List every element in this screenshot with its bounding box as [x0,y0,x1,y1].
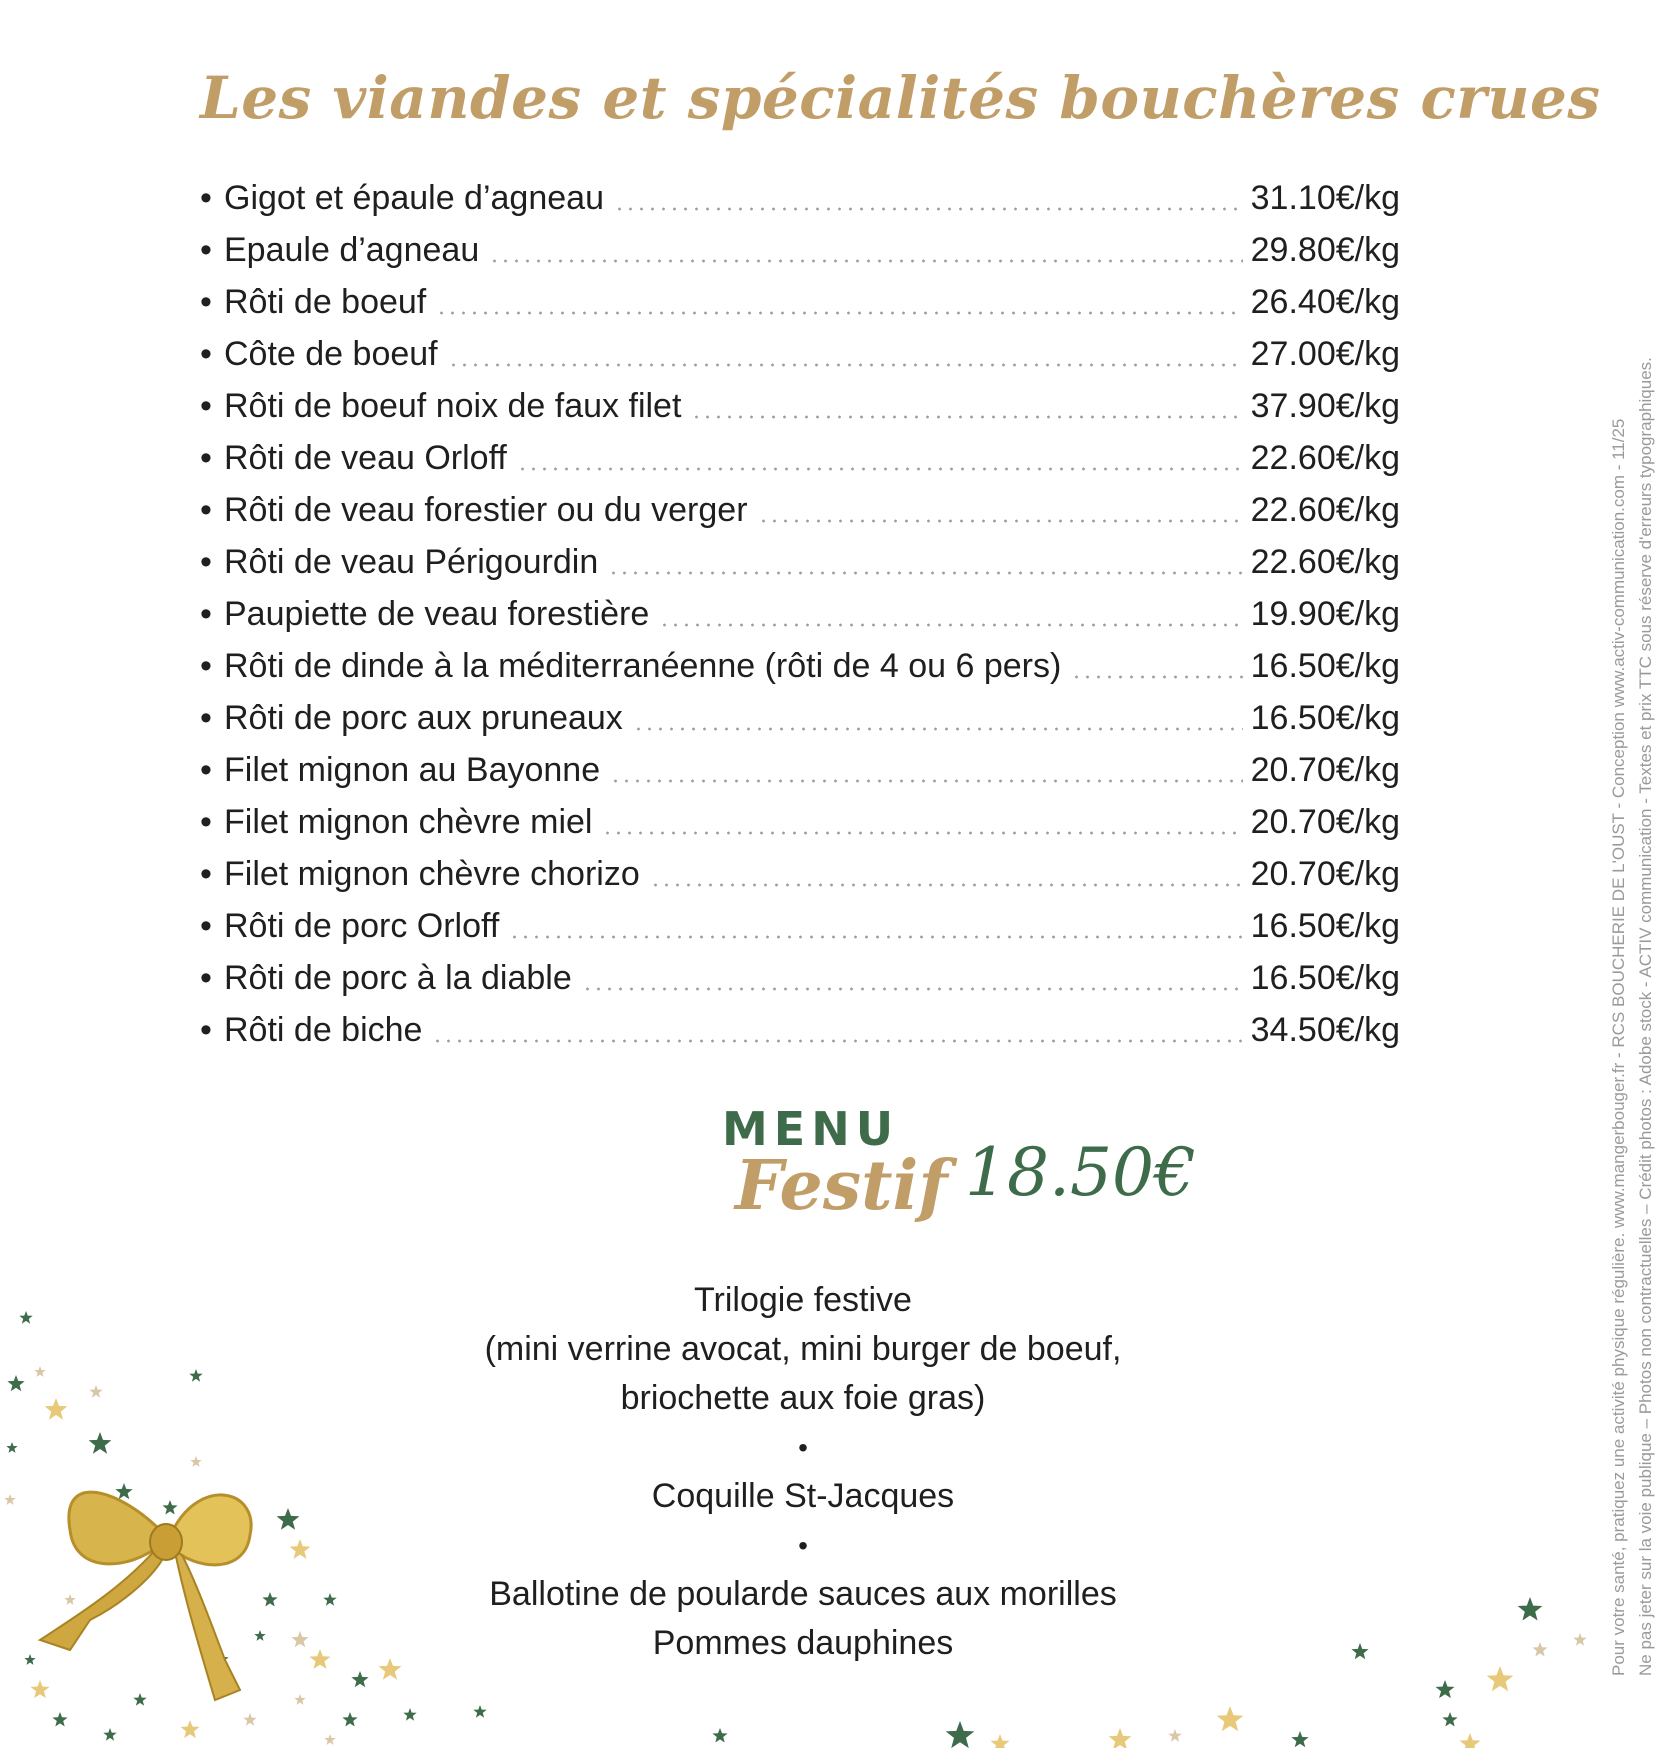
product-name: Rôti de porc à la diable [224,959,572,997]
price-row [200,584,1400,636]
course-1-title: Trilogie festive [694,1281,912,1319]
product-price: 20.70€/kg [1250,751,1400,789]
star-icon [19,1311,32,1324]
dot-leader [436,311,1242,315]
star-icon [991,1734,1010,1748]
course-3-line: Ballotine de poularde sauces aux morilles [489,1575,1117,1613]
dot-leader [448,363,1243,367]
legal-credit [1605,357,1659,1676]
product-price: 16.50€/kg [1250,699,1400,737]
star-icon [290,1539,311,1559]
price-row [200,220,1400,272]
product-price: 19.90€/kg [1250,595,1400,633]
star-icon [712,1728,727,1743]
course-1-detail: briochette aux foie gras) [620,1379,986,1417]
price-row [200,480,1400,532]
product-price: 16.50€/kg [1250,907,1400,945]
course-separator: • [798,1432,808,1463]
dot-leader [432,1039,1242,1043]
star-icon [1351,1643,1368,1659]
product-price: 20.70€/kg [1250,803,1400,841]
menu-heading: MENU [722,1102,900,1156]
product-name: Paupiette de veau forestière [224,595,650,633]
price-row [200,168,1400,220]
star-icon [1442,1712,1457,1727]
dot-leader [517,467,1243,471]
menu-name: Festif [735,1146,948,1226]
dot-leader [659,623,1242,627]
star-icon [103,1728,116,1741]
star-icon [4,1494,15,1505]
price-row [200,428,1400,480]
star-icon [24,1654,35,1665]
star-icon [45,1398,68,1420]
product-name: Rôti de dinde à la méditerranéenne (rôti de 4 ou 6 pers) [224,647,1062,685]
star-icon [294,1694,305,1705]
product-name: Rôti de boeuf [224,283,427,321]
bullet-icon: • [200,439,212,477]
bullet-icon: • [200,595,212,633]
star-icon [89,1385,102,1398]
star-icon [243,1713,256,1726]
star-icon [1109,1728,1132,1748]
bullet-icon: • [200,803,212,841]
dot-leader [1071,675,1242,679]
product-name: Gigot et épaule d’agneau [224,179,604,217]
product-price: 26.40€/kg [1250,283,1400,321]
dot-leader [582,987,1243,991]
product-price: 27.00€/kg [1250,335,1400,373]
product-price: 22.60€/kg [1250,439,1400,477]
price-row [200,532,1400,584]
course-1-detail: (mini verrine avocat, mini burger de boeuf, [484,1330,1122,1368]
dot-leader [758,519,1243,523]
product-price: 31.10€/kg [1250,179,1400,217]
dot-leader [650,883,1243,887]
star-icon [181,1720,200,1738]
product-name: Filet mignon au Bayonne [224,751,601,789]
product-price: 37.90€/kg [1250,387,1400,425]
star-icon [6,1442,17,1453]
star-icon [1217,1706,1244,1731]
price-row [200,636,1400,688]
product-price: 22.60€/kg [1250,543,1400,581]
star-icon [946,1721,975,1748]
product-price: 29.80€/kg [1250,231,1400,269]
page-title: Les viandes et spécialités bouchères crues [200,64,1601,132]
price-row [200,896,1400,948]
star-icon [403,1708,416,1721]
bullet-icon: • [200,283,212,321]
star-icon [189,1369,202,1382]
product-name: Rôti de boeuf noix de faux filet [224,387,682,425]
bullet-icon: • [200,699,212,737]
course-separator: • [798,1530,808,1561]
bullet-icon: • [200,907,212,945]
star-icon [310,1649,331,1669]
course-2: Coquille St-Jacques [651,1477,955,1515]
product-name: Rôti de biche [224,1011,423,1049]
star-icon [7,1375,24,1391]
star-icon [1291,1731,1308,1747]
product-price: 34.50€/kg [1250,1011,1400,1049]
star-icon [64,1594,75,1605]
star-icon [1487,1666,1514,1691]
price-row [200,324,1400,376]
bullet-icon: • [200,543,212,581]
star-icon [1518,1597,1543,1621]
product-name: Rôti de porc Orloff [224,907,500,945]
star-icon [190,1456,201,1467]
product-name: Filet mignon chèvre chorizo [224,855,640,893]
product-name: Rôti de veau forestier ou du verger [224,491,748,529]
product-price: 22.60€/kg [1250,491,1400,529]
bullet-icon: • [200,959,212,997]
dot-leader [633,727,1243,731]
menu-courses [380,1276,1226,1668]
dot-leader [691,415,1242,419]
bullet-icon: • [200,231,212,269]
star-icon [254,1630,265,1641]
price-row [200,376,1400,428]
price-row [200,740,1400,792]
star-icon [211,1651,228,1667]
product-name: Epaule d’agneau [224,231,480,269]
price-list [200,168,1400,1052]
bullet-icon: • [200,647,212,685]
star-icon [1436,1680,1455,1698]
star-icon [473,1705,486,1718]
star-icon [89,1432,112,1454]
bullet-icon: • [200,387,212,425]
star-icon [1168,1729,1181,1742]
star-icon [1573,1633,1586,1646]
dot-leader [614,207,1243,211]
dot-leader [509,935,1242,939]
star-icon [1532,1642,1547,1657]
star-icon [277,1508,300,1530]
product-price: 20.70€/kg [1250,855,1400,893]
star-icon [351,1671,368,1687]
bullet-icon: • [200,491,212,529]
star-icon [323,1593,336,1606]
price-row [200,1000,1400,1052]
menu-price: 18.50€ [965,1134,1196,1211]
legal-credit-line: Pour votre santé, pratiquez une activité physique régulière. www.mangerbouger.fr - RCS BOUCHERIE DE L'OUST - Conception www.activ-communication.com - 11/25 [1609,418,1628,1676]
star-icon [262,1592,277,1607]
price-row [200,948,1400,1000]
price-row [200,844,1400,896]
bullet-icon: • [200,751,212,789]
star-icon [52,1712,67,1727]
dot-leader [602,831,1242,835]
bullet-icon: • [200,335,212,373]
product-price: 16.50€/kg [1250,959,1400,997]
product-name: Rôti de veau Périgourdin [224,543,599,581]
legal-credit-line: Ne pas jeter sur la voie publique – Photos non contractuelles – Crédit photos : Adobe stock - ACTIV communication - Textes et prix TTC sous réserve d'erreurs typographiques. [1636,357,1655,1676]
star-icon [342,1712,357,1727]
dot-leader [489,259,1242,263]
bullet-icon: • [200,1011,212,1049]
dot-leader [610,779,1243,783]
price-row [200,688,1400,740]
course-3-line: Pommes dauphines [652,1624,954,1662]
star-icon [34,1366,45,1377]
price-row [200,272,1400,324]
star-icon [291,1631,308,1647]
dot-leader [608,571,1242,575]
star-icon [115,1483,132,1499]
product-name: Rôti de porc aux pruneaux [224,699,623,737]
product-name: Filet mignon chèvre miel [224,803,593,841]
product-price: 16.50€/kg [1250,647,1400,685]
gold-ribbon-bow-icon [40,1492,251,1700]
product-name: Rôti de veau Orloff [224,439,507,477]
bullet-icon: • [200,179,212,217]
star-icon [133,1693,146,1706]
bullet-icon: • [200,855,212,893]
price-row [200,792,1400,844]
star-icon [162,1500,177,1515]
star-icon [1460,1733,1481,1748]
star-icon [31,1680,50,1698]
star-icon [324,1734,335,1745]
product-name: Côte de boeuf [224,335,438,373]
